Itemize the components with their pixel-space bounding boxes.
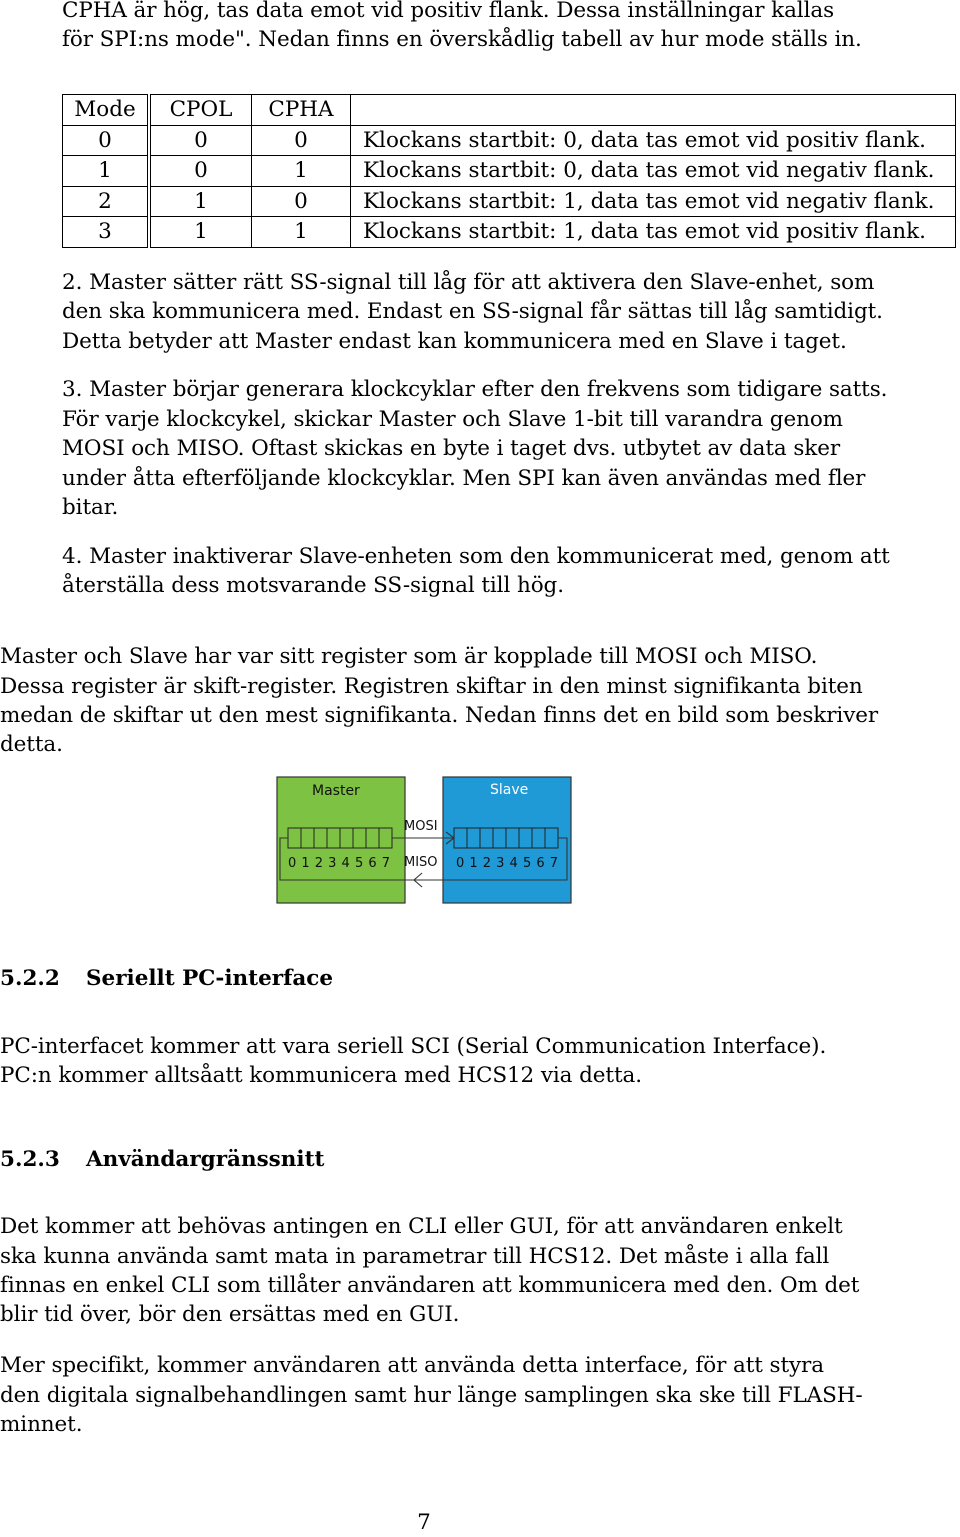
cell-cpol: 1 [149, 217, 252, 248]
section-523-line: blir tid över, bör den ersättas med en GUI. [0, 1302, 460, 1327]
step-line: under åtta efterföljande klockcyklar. Men SPI kan även användas med fler [62, 466, 866, 491]
table-row [63, 125, 956, 156]
cell-cpha: 0 [252, 186, 351, 217]
cell-description: Klockans startbit: 1, data tas emot vid negativ flank. [351, 186, 956, 217]
step-3-text [62, 375, 887, 405]
cell-description: Klockans startbit: 0, data tas emot vid negativ flank. [351, 156, 956, 187]
section-522-line: PC:n kommer alltsåatt kommunicera med HCS12 via detta. [0, 1063, 642, 1088]
step-line: Master inaktiverar Slave-enheten som den kommunicerat med, genom att [89, 544, 890, 569]
section-heading-523 [0, 1147, 324, 1172]
table-row [63, 156, 956, 187]
slave-label: Slave [490, 782, 529, 798]
register-paragraph-line: Dessa register är skift-register. Registren skiftar in den minst signifikanta biten [0, 674, 863, 699]
table-header-row [63, 95, 956, 126]
step-line: den ska kommunicera med. Endast en SS-signal får sättas till låg samtidigt. [62, 299, 883, 324]
master-label: Master [312, 783, 360, 799]
section-523-line: finnas en enkel CLI som tillåter användaren att kommunicera med den. Om det [0, 1273, 860, 1298]
header-cpha: CPHA [252, 95, 351, 126]
cell-mode: 2 [63, 186, 150, 217]
register-paragraph-line: Master och Slave har var sitt register som är kopplade till MOSI och MISO. [0, 644, 818, 669]
spi-shift-register-diagram [276, 776, 572, 904]
page-number: 7 [417, 1510, 431, 1535]
step-line: Master börjar generara klockcyklar efter den frekvens som tidigare satts. [89, 377, 888, 402]
step-line: Detta betyder att Master endast kan kommunicera med en Slave i taget. [62, 329, 847, 354]
master-bit-numbers: 0 1 2 3 4 5 6 7 [288, 856, 390, 871]
section-523-line: ska kunna använda samt mata in parametrar till HCS12. Det måste i alla fall [0, 1244, 830, 1269]
header-cpol: CPOL [149, 95, 252, 126]
header-description [351, 95, 956, 126]
spi-mode-table [62, 94, 956, 248]
intro-line-2: för SPI:ns mode". Nedan finns en överskådlig tabell av hur mode ställs in. [62, 27, 862, 52]
header-mode: Mode [63, 95, 150, 126]
cell-cpha: 1 [252, 217, 351, 248]
step-number: 3. [62, 377, 83, 402]
intro-line-1: CPHA är hög, tas data emot vid positiv flank. Dessa inställningar kallas [62, 0, 834, 23]
cell-mode: 0 [63, 125, 150, 156]
step-line: bitar. [62, 495, 119, 520]
cell-mode: 1 [63, 156, 150, 187]
section-523-line: den digitala signalbehandlingen samt hur länge samplingen ska ske till FLASH- [0, 1383, 863, 1408]
step-4-text [62, 542, 890, 572]
slave-bit-numbers: 0 1 2 3 4 5 6 7 [456, 856, 558, 871]
step-line: Master sätter rätt SS-signal till låg för att aktivera den Slave-enhet, som [89, 270, 875, 295]
step-number: 2. [62, 270, 83, 295]
step-line: MOSI och MISO. Oftast skickas en byte i taget dvs. utbytet av data sker [62, 436, 840, 461]
section-522-line: PC-interfacet kommer att vara seriell SCI (Serial Communication Interface). [0, 1034, 827, 1059]
cell-description: Klockans startbit: 1, data tas emot vid positiv flank. [351, 217, 956, 248]
cell-mode: 3 [63, 217, 150, 248]
section-title: Användargränssnitt [86, 1147, 325, 1172]
cell-cpha: 1 [252, 156, 351, 187]
section-523-line: Det kommer att behövas antingen en CLI eller GUI, för att användaren enkelt [0, 1214, 843, 1239]
step-line: För varje klockcykel, skickar Master och Slave 1-bit till varandra genom [62, 407, 843, 432]
cell-cpol: 0 [149, 125, 252, 156]
register-paragraph-line: medan de skiftar ut den mest signifikanta. Nedan finns det en bild som beskriver [0, 703, 879, 728]
table-row [63, 186, 956, 217]
cell-cpha: 0 [252, 125, 351, 156]
section-523-line: minnet. [0, 1412, 83, 1437]
step-2-text [62, 268, 874, 298]
mosi-label: MOSI [404, 819, 438, 834]
section-number: 5.2.3 [0, 1147, 60, 1172]
cell-cpol: 1 [149, 186, 252, 217]
section-number: 5.2.2 [0, 966, 60, 991]
step-number: 4. [62, 544, 83, 569]
step-line: återställa dess motsvarande SS-signal till hög. [62, 573, 564, 598]
cell-cpol: 0 [149, 156, 252, 187]
miso-label: MISO [404, 855, 438, 870]
section-heading-522 [0, 966, 333, 991]
section-523-line: Mer specifikt, kommer användaren att använda detta interface, för att styra [0, 1353, 824, 1378]
table-row [63, 217, 956, 248]
register-paragraph-line: detta. [0, 732, 63, 757]
cell-description: Klockans startbit: 0, data tas emot vid positiv flank. [351, 125, 956, 156]
section-title: Seriellt PC-interface [86, 966, 334, 991]
